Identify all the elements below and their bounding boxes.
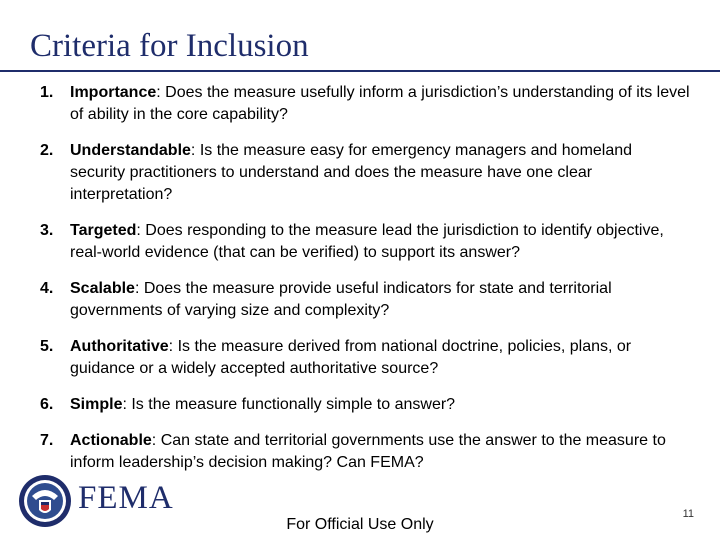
criterion-understandable xyxy=(40,140,690,206)
criterion-description: : Is the measure functionally simple to answer? xyxy=(122,396,456,413)
criterion-description: : Is the measure derived from national doctrine, policies, plans, or guidance or a widely accepted authoritative source? xyxy=(70,338,632,377)
criterion-number: 6. xyxy=(40,396,54,413)
criterion-number: 3. xyxy=(40,222,54,239)
criterion-number: 2. xyxy=(40,142,54,159)
criterion-actionable xyxy=(40,430,690,474)
criterion-term: Understandable xyxy=(70,142,191,159)
criterion-number: 5. xyxy=(40,338,54,355)
slide-title: Criteria for Inclusion xyxy=(30,28,309,64)
criterion-description: : Does responding to the measure lead the jurisdiction to identify objective, real-world evidence (that can be verified) to support its answer? xyxy=(70,222,664,261)
criterion-term: Scalable xyxy=(70,280,135,297)
criterion-number: 7. xyxy=(40,432,54,449)
criterion-number: 4. xyxy=(40,280,54,297)
criteria-list xyxy=(40,82,690,488)
criterion-description: : Does the measure provide useful indicators for state and territorial governments of varying size and complexity? xyxy=(70,280,612,319)
criterion-number: 1. xyxy=(40,84,54,101)
page-number: 11 xyxy=(682,508,694,520)
fema-wordmark: FEMA xyxy=(78,480,174,516)
criterion-importance xyxy=(40,82,690,126)
criterion-simple xyxy=(40,394,690,416)
criterion-term: Simple xyxy=(70,396,123,413)
classification-footer: For Official Use Only xyxy=(286,516,434,533)
criterion-description: : Is the measure easy for emergency managers and homeland security practitioners to understand and does the measure have one clear interpretation? xyxy=(70,142,633,203)
criterion-authoritative xyxy=(40,336,690,380)
criterion-scalable xyxy=(40,278,690,322)
criterion-description: : Does the measure usefully inform a jurisdiction’s understanding of its level of ability in the core capability? xyxy=(70,84,690,123)
title-divider xyxy=(0,70,720,72)
criterion-description: : Can state and territorial governments use the answer to the measure to inform leadership’s decision making? Can FEMA? xyxy=(70,432,666,471)
criterion-targeted xyxy=(40,220,690,264)
criterion-term: Targeted xyxy=(70,222,137,239)
criterion-term: Actionable xyxy=(70,432,152,449)
criterion-term: Authoritative xyxy=(70,338,169,355)
criterion-term: Importance xyxy=(70,84,157,101)
